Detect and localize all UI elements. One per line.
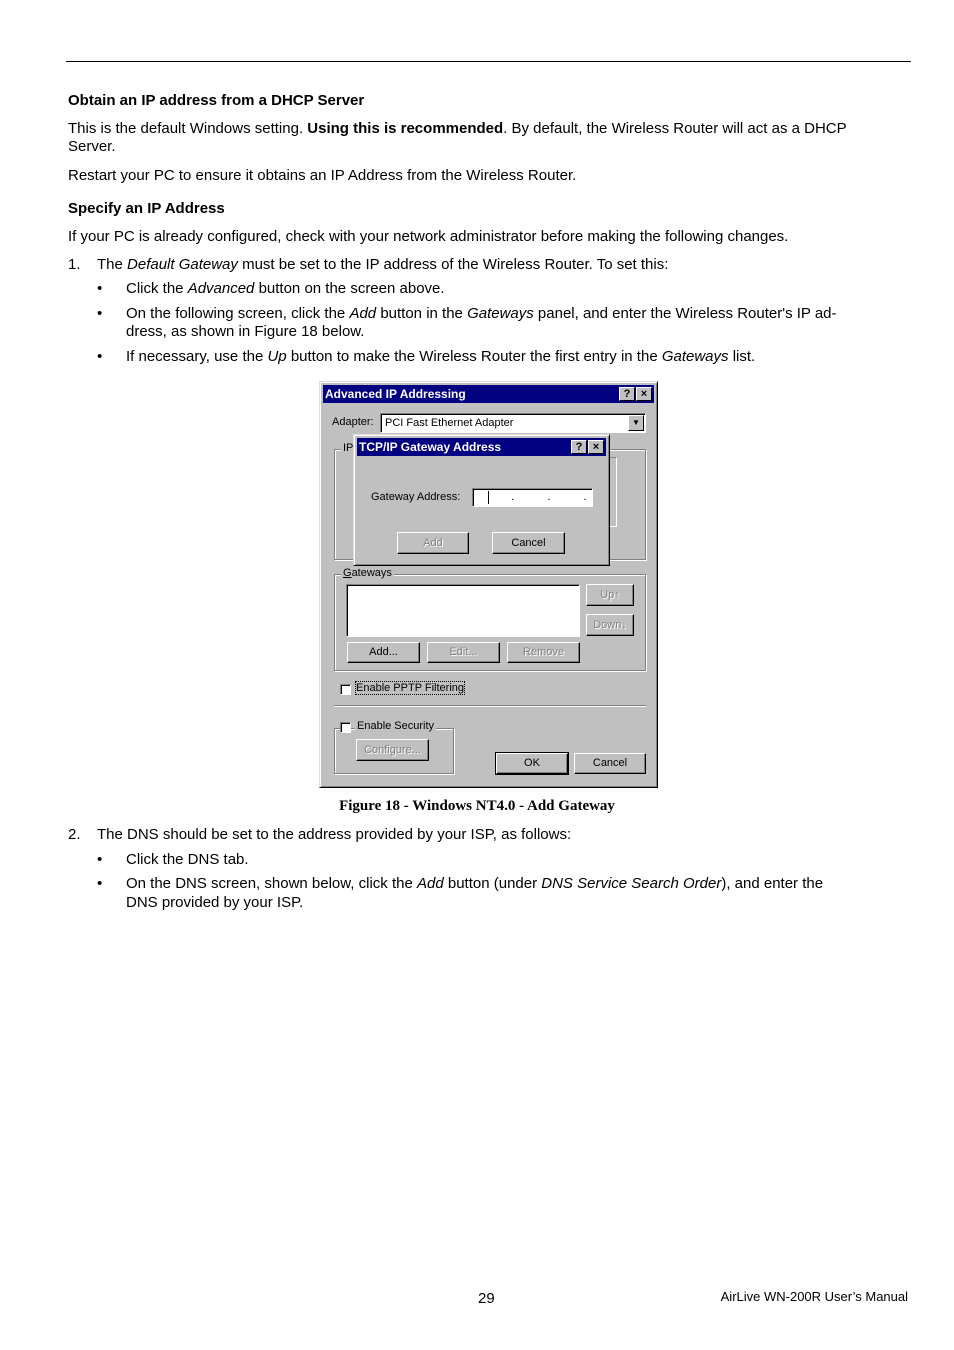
chevron-down-icon[interactable]: ▼ bbox=[628, 415, 644, 431]
remove-gateway-button[interactable]: Remove bbox=[507, 642, 580, 663]
bullet-item-up: If necessary, use the Up button to make the Wireless Router the first entry in the Gateways list. bbox=[126, 348, 756, 365]
pptp-label[interactable]: Enable PPTP Filtering bbox=[356, 682, 465, 694]
close-icon[interactable]: × bbox=[636, 387, 652, 401]
header-rule bbox=[66, 61, 911, 62]
page-number: 29 bbox=[478, 1290, 495, 1307]
bullet-item-add-gateway: On the following screen, click the Add button in the Gateways panel, and enter the Wireless Router's IP ad- bbox=[126, 305, 837, 322]
gateway-address-input[interactable] bbox=[472, 488, 593, 507]
up-button[interactable]: Up↑ bbox=[586, 584, 634, 606]
close-icon[interactable]: × bbox=[588, 440, 604, 454]
bullet-item-advanced: Click the Advanced button on the screen above. bbox=[126, 280, 445, 297]
adapter-value: PCI Fast Ethernet Adapter bbox=[385, 417, 514, 429]
subdialog-cancel-button[interactable]: Cancel bbox=[492, 532, 565, 554]
text-cursor bbox=[488, 491, 489, 504]
dialog-titlebar bbox=[323, 385, 654, 403]
separator bbox=[334, 705, 646, 707]
figure-caption: Figure 18 - Windows NT4.0 - Add Gateway bbox=[339, 798, 615, 814]
gateway-address-value: . . . bbox=[493, 491, 593, 503]
subdialog-titlebar bbox=[357, 438, 606, 456]
bullet: • bbox=[97, 851, 103, 868]
bullet-item-dns-add-cont: DNS provided by your ISP. bbox=[126, 894, 304, 911]
gateways-group-label: Gateways bbox=[343, 567, 392, 579]
edit-gateway-button[interactable]: Edit... bbox=[427, 642, 500, 663]
bullet: • bbox=[97, 280, 103, 297]
list-number-2: 2. bbox=[68, 826, 81, 843]
heading-dhcp: Obtain an IP address from a DHCP Server bbox=[68, 92, 365, 109]
heading-specify-ip: Specify an IP Address bbox=[68, 200, 225, 217]
gateways-list[interactable] bbox=[346, 584, 580, 637]
bullet: • bbox=[97, 348, 103, 365]
down-button[interactable]: Down↓ bbox=[586, 614, 634, 636]
adapter-label: Adapter: bbox=[332, 416, 374, 428]
help-icon[interactable]: ? bbox=[571, 440, 587, 454]
configure-button[interactable]: Configure... bbox=[356, 739, 429, 761]
ip-group-label: IP bbox=[343, 442, 354, 454]
security-checkbox[interactable] bbox=[340, 722, 351, 733]
paragraph-default-setting: This is the default Windows setting. Using this is recommended. By default, the Wireless Router will act as a DHCP bbox=[68, 120, 847, 137]
cancel-button[interactable]: Cancel bbox=[574, 753, 646, 774]
ok-button[interactable]: OK bbox=[496, 753, 568, 774]
adapter-select[interactable] bbox=[380, 413, 646, 433]
bullet-item-add-gateway-cont: dress, as shown in Figure 18 below. bbox=[126, 323, 365, 340]
list-item-2: The DNS should be set to the address provided by your ISP, as follows: bbox=[97, 826, 572, 843]
paragraph-configured: If your PC is already configured, check with your network administrator before making the following changes. bbox=[68, 228, 789, 245]
bullet: • bbox=[97, 305, 103, 322]
gateway-address-dialog bbox=[353, 434, 610, 566]
paragraph-default-setting-cont: Server. bbox=[68, 138, 116, 155]
bullet-item-dns-tab: Click the DNS tab. bbox=[126, 851, 249, 868]
pptp-checkbox[interactable] bbox=[340, 684, 351, 695]
gateway-address-label: Gateway Address: bbox=[371, 491, 461, 503]
subdialog-title: TCP/IP Gateway Address bbox=[359, 440, 502, 454]
dialog-title: Advanced IP Addressing bbox=[325, 387, 466, 401]
subdialog-add-button[interactable]: Add bbox=[397, 532, 469, 554]
add-gateway-button[interactable]: Add... bbox=[347, 642, 420, 663]
list-item-1: The Default Gateway must be set to the IP address of the Wireless Router. To set this: bbox=[97, 256, 669, 273]
ip-list-edge bbox=[609, 457, 617, 527]
security-label[interactable]: Enable Security bbox=[357, 720, 435, 732]
manual-title: AirLive WN-200R User’s Manual bbox=[720, 1289, 908, 1304]
bullet: • bbox=[97, 875, 103, 892]
paragraph-restart: Restart your PC to ensure it obtains an IP Address from the Wireless Router. bbox=[68, 167, 577, 184]
help-icon[interactable]: ? bbox=[619, 387, 635, 401]
bullet-item-dns-add: On the DNS screen, shown below, click the Add button (under DNS Service Search Order), and enter the bbox=[126, 875, 824, 892]
list-number-1: 1. bbox=[68, 256, 81, 273]
